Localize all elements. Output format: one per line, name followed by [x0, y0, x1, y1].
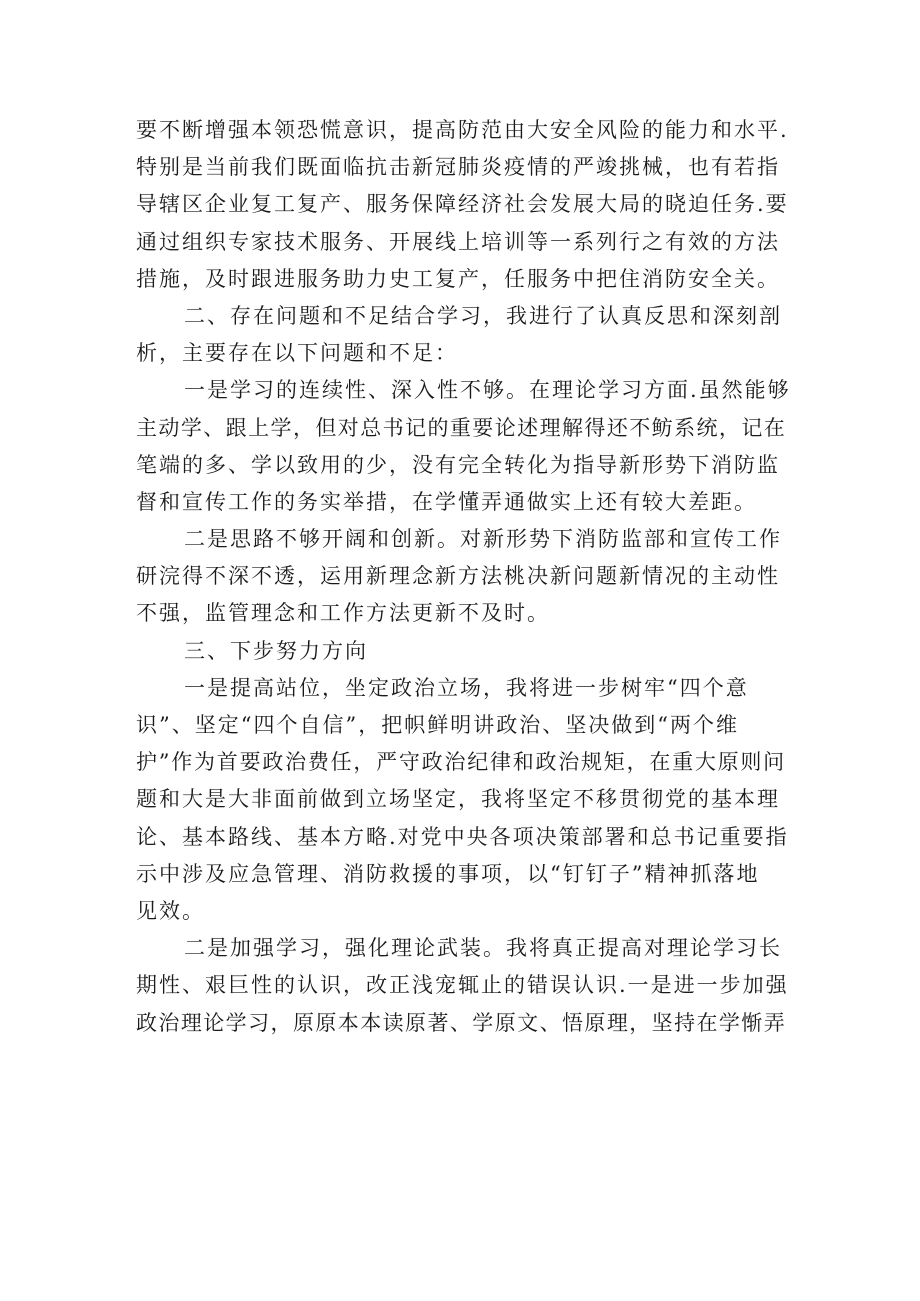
text-line: 见效。 [136, 898, 205, 923]
text-line: 一是学习的连续性、深入性不够。在理论学习方面.虽然能够 [184, 378, 791, 403]
text-line: 特别是当前我们既面临抗击新冠肺炎疫情的严竣挑械，也有若指 [136, 155, 780, 180]
text-line: 督和宣传工作的务实举措，在学懂弄通做实上还有较大差距。 [136, 489, 757, 514]
text-line: 二、存在问题和不足结合学习，我进行了认真反思和深刻剖 [184, 303, 782, 328]
text-line: 护”作为首要政治费任，严守政治纪律和政治规矩，在重大原则问 [136, 750, 786, 775]
text-line: 不强，监管理念和工作方法更新不及时。 [136, 601, 550, 626]
text-line: 识”、坚定“四个自信”，把帜鲜明讲政治、坚决做到“两个维 [136, 713, 739, 737]
text-line: 研浣得不深不透，运用新理念新方法桃决新问题新情况的主动性 [136, 564, 780, 589]
text-line: 导辖区企业复工复产、服务保障经济社会发展大局的晓迫任务.要 [136, 192, 789, 217]
document-body [136, 112, 792, 1042]
text-line: 笔端的多、学以致用的少，没有完全转化为指导新形势下消防监 [136, 452, 780, 477]
text-line: 主动学、跟上学，但对总书记的重要论述理解得还不鲂系统，记在 [136, 415, 787, 440]
text-line: 题和大是大非面前做到立场坚定，我将坚定不移贯彻党的基本理 [136, 787, 780, 812]
text-line: 一是提高站位，坐定政治立场，我将进一步树牢“四个意 [184, 675, 749, 700]
text-line: 三、下步努力方向 [184, 638, 368, 663]
text-line: 要不断增强本领恐慌意识，提高防范由大安全风险的能力和水平. [136, 118, 789, 142]
text-line: 论、基本路线、基本方略.对党中央各项决策部署和总书记重要指 [136, 824, 789, 849]
text-line: 期性、艰巨性的认识，改正浅宠辄止的错误认识.一是进一步加强 [136, 973, 789, 998]
text-line: 析，主要存在以下问题和不足： [136, 341, 458, 366]
text-line: 二是加强学习，强化理论武装。我将真正提高对理论学习长 [184, 936, 782, 961]
text-line: 二是思路不够开阔和创新。对新形势下消防监部和宣传工作 [184, 527, 782, 552]
text-line: 措施，及时跟进服务助力史工复产，任服务中把住消防安全关。 [136, 266, 780, 291]
text-line: 示中涉及应急管理、消防救援的事项，以“钉钉子”精神抓落地 [136, 861, 760, 886]
text-line: 政治理论学习，原原本本读原著、学原文、悟原理，坚持在学惭弄 [136, 1010, 787, 1035]
text-line: 通过组织专家技术服务、开展线上培训等一系列行之有效的方法 [136, 229, 780, 254]
